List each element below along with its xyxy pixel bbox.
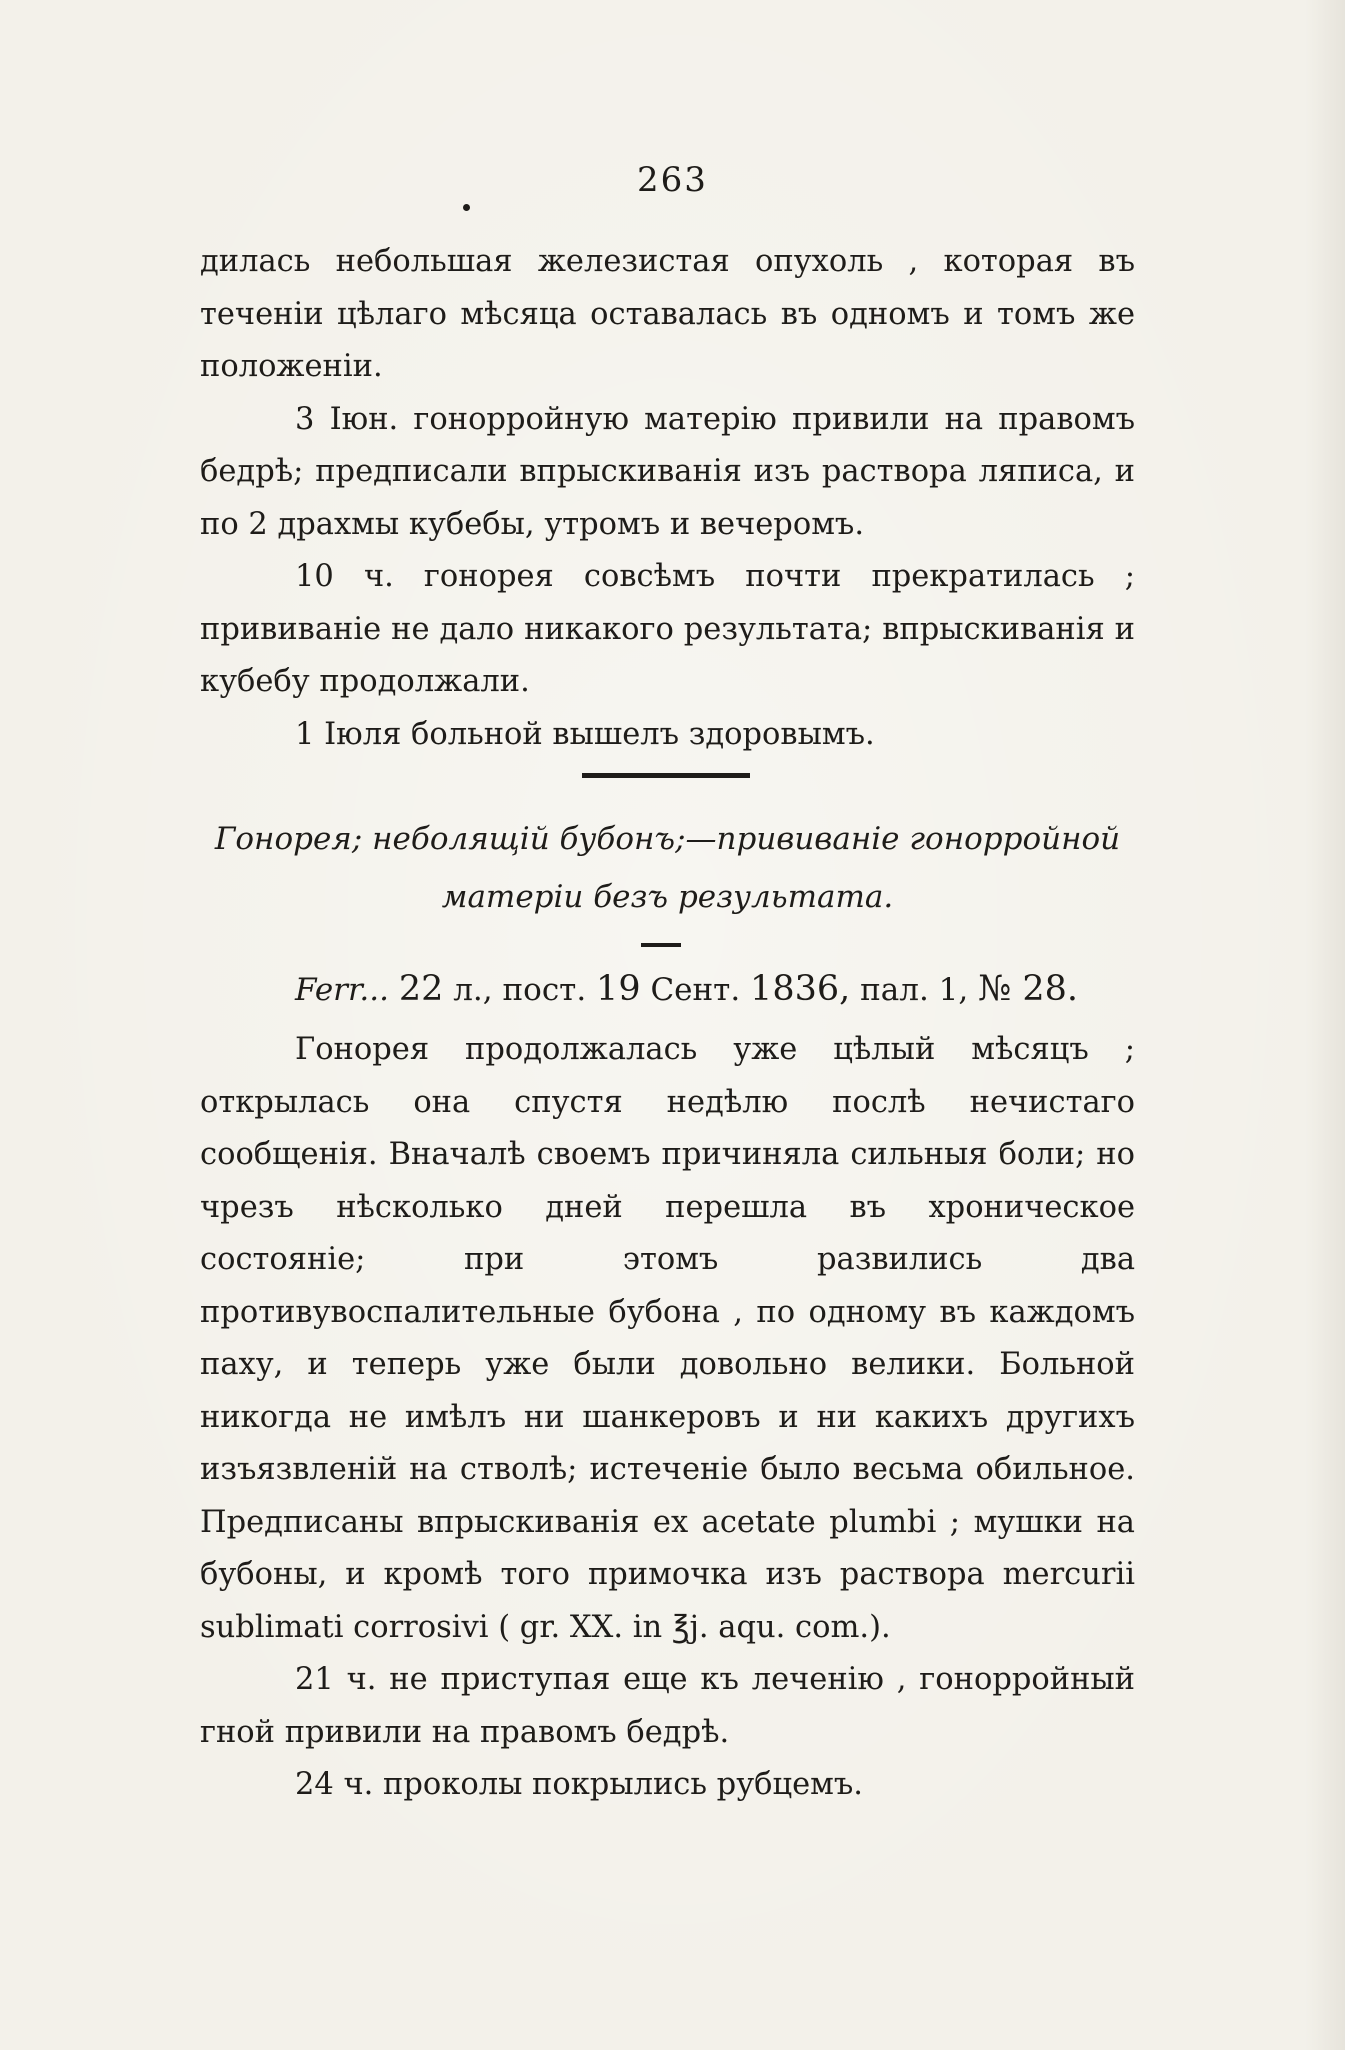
case-heading-line-2: матеріи безъ результата. <box>441 879 894 915</box>
case-paragraph-main: Гонорея продолжалась уже цѣлый мѣсяцъ ; открылась она спустя недѣлю послѣ нечистаго сообщенія. Вначалѣ своемъ причиняла сильныя боли; но чрезъ нѣсколько дней перешла въ хроническое состояніе; при этомъ развились два противувоспалительные бубона , по одному въ каждомъ паху, и теперь уже были довольно велики. Больной никогда не имѣлъ ни шанкеровъ и ни какихъ другихъ изъязвленій на стволѣ; истеченіе было весьма обильное. Предписаны впрыскиванія ex acetate plumbi ; мушки на бубоны, и кромѣ того примочка изъ раствора mercurii sublimati corrosivi ( gr. XX. in ℥j. aqu. com.). <box>200 1032 1135 1645</box>
paragraph-entry-10: 10 ч. гонорея совсѣмъ почти прекратилась ; прививаніе не дало никакого результата; впрыскиванія и кубебу продолжали. <box>200 559 1135 699</box>
case-info-line <box>295 962 1135 1017</box>
heading-divider <box>641 943 681 947</box>
paragraph-entry-3-june: 3 Іюн. гонорройную матерію привили на правомъ бедрѣ; предписали впрыскиванія изъ раствора ляписа, и по 2 драхмы кубебы, утромъ и вечеромъ. <box>200 401 1135 542</box>
age-unit: л., пост. <box>453 972 587 1008</box>
case-paragraph-21: 21 ч. не приступая еще къ леченію , гонорройный гной привили на правомъ бедрѣ. <box>200 1662 1135 1750</box>
top-section <box>200 236 1135 761</box>
case-heading-line-1: Гонорея; неболящій бубонъ;—прививаніе гонорройной <box>214 821 1121 857</box>
case-paragraph-24: 24 ч. проколы покрылись рубцемъ. <box>295 1767 864 1802</box>
page-number: 263 <box>637 160 708 200</box>
paragraph-continuation: дилась небольшая железистая опухоль , которая въ теченіи цѣлаго мѣсяца оставалась въ одномъ и томъ же положеніи. <box>200 244 1135 384</box>
admit-year: 1836, <box>750 969 851 1009</box>
ward: пал. 1, <box>860 972 969 1008</box>
patient-name: Ferr... <box>295 972 389 1008</box>
section-divider <box>582 773 750 778</box>
bed-number: № 28. <box>978 969 1079 1009</box>
case-heading <box>190 810 1145 926</box>
admit-day: 19 <box>596 969 641 1009</box>
ink-dot <box>463 204 470 211</box>
page-edge-shadow <box>1305 0 1345 2050</box>
paragraph-entry-1-july: 1 Іюля больной вышелъ здоровымъ. <box>295 716 875 752</box>
admit-month: Сент. <box>650 972 741 1008</box>
case-body <box>200 1024 1135 1812</box>
patient-age: 22 <box>398 969 444 1009</box>
